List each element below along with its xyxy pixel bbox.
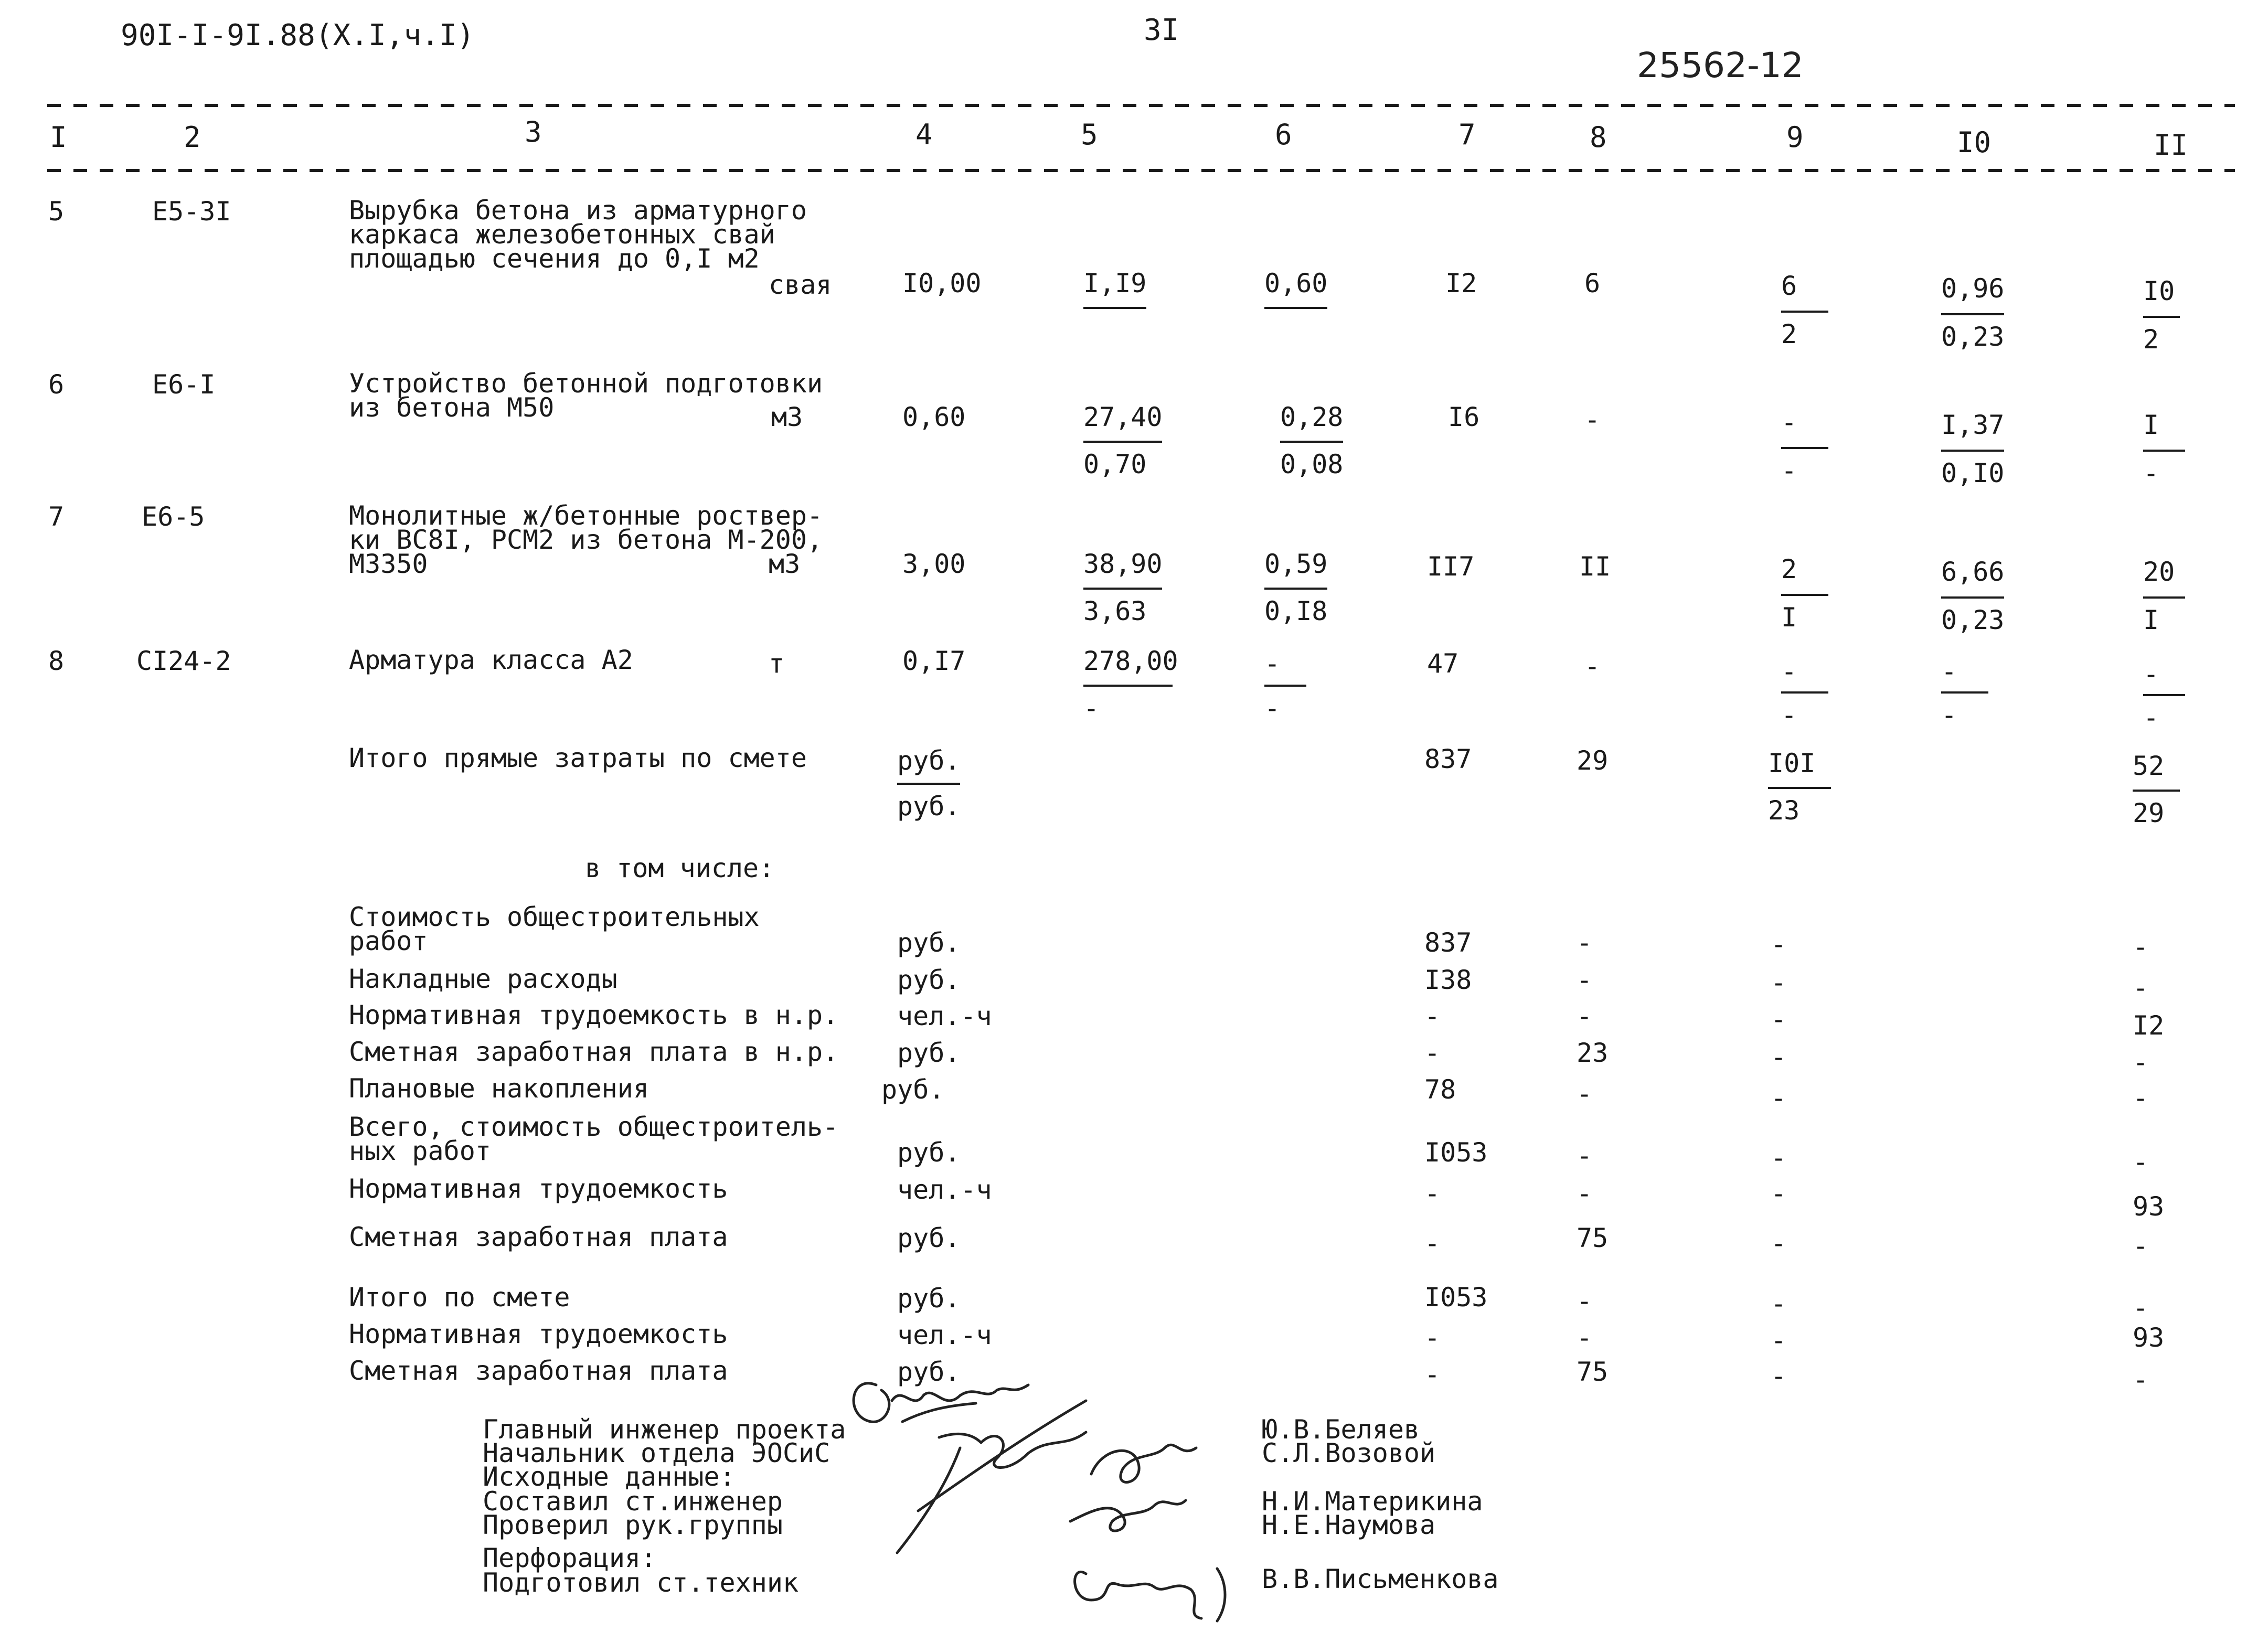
value-bottom: 2 — [1781, 319, 1797, 349]
summary-label: Нормативная трудоемкость — [349, 1319, 728, 1349]
summary-label: Итого по смете — [349, 1282, 570, 1313]
total-cost: I6 — [1448, 402, 1480, 432]
column-header: 4 — [915, 118, 933, 151]
value: - — [1577, 965, 1593, 995]
value-bottom: 0,23 — [1941, 605, 2005, 635]
value-bottom: 0,I0 — [1941, 458, 2005, 488]
value-bottom: I — [2143, 605, 2159, 635]
value: - — [2133, 1147, 2149, 1177]
total-cost: 47 — [1427, 648, 1459, 679]
quantity: 0,I7 — [902, 646, 966, 676]
unit: м3 — [769, 549, 801, 579]
value-bottom: - — [1781, 700, 1797, 730]
summary-label: Сметная заработная плата — [349, 1356, 728, 1386]
value: - — [1424, 1359, 1441, 1390]
unit: руб. — [897, 1283, 961, 1314]
unit: свая — [769, 270, 832, 300]
row-number: 6 — [48, 369, 65, 400]
stamp-number: 25562-12 — [1637, 45, 1804, 86]
column-header: 8 — [1590, 121, 1607, 154]
quantity: 3,00 — [902, 549, 966, 579]
value-bottom: - — [2143, 702, 2159, 733]
value-top: 20 — [2143, 557, 2175, 587]
value-top: I0 — [2143, 276, 2175, 306]
value: - — [1424, 1323, 1441, 1353]
work-description: Вырубка бетона из арматурного каркаса железобетонных свай площадью сечения до 0,I м2 — [349, 195, 807, 274]
unit-wage-bottom: 0,I8 — [1264, 596, 1328, 626]
unit-wage-bottom: 0,08 — [1280, 449, 1344, 479]
value-bottom: I — [1781, 602, 1797, 633]
column-header: II — [2154, 129, 2188, 162]
unit: чел.-ч — [897, 1001, 992, 1031]
column-header: 7 — [1458, 118, 1476, 151]
column-header: 6 — [1275, 118, 1292, 151]
value-top: 6 — [1781, 271, 1797, 301]
signatory-role: Перфорация: — [483, 1543, 657, 1573]
unit: руб. — [897, 1223, 961, 1253]
value: - — [1577, 1079, 1593, 1109]
value: 93 — [2133, 1191, 2165, 1222]
value-bottom: - — [1941, 700, 1957, 730]
unit: чел.-ч — [897, 1175, 992, 1205]
summary-label: Всего, стоимость общестроитель- ных работ — [349, 1112, 839, 1166]
value: - — [2133, 973, 2149, 1003]
unit-wage: 0,60 — [1264, 268, 1328, 298]
value: - — [2133, 1047, 2149, 1078]
page-number: 3I — [1144, 13, 1179, 47]
total-wage: - — [1584, 651, 1601, 681]
value: I2 — [2133, 1010, 2165, 1041]
value-top: 52 — [2133, 751, 2165, 781]
value: - — [1577, 927, 1593, 958]
norm-code: Е6-I — [152, 369, 216, 400]
value-bottom: - — [2143, 458, 2159, 488]
document-code: 90I-I-9I.88(X.I,ч.I) — [121, 18, 475, 52]
value: - — [1771, 929, 1787, 959]
unit: руб. — [897, 927, 961, 958]
unit-wage: - — [1264, 648, 1281, 679]
value: - — [1424, 1178, 1441, 1209]
unit-cost: 27,40 — [1083, 402, 1163, 432]
value: - — [2133, 932, 2149, 962]
value: - — [2133, 1083, 2149, 1113]
signatory-role: Проверил рук.группы — [483, 1510, 783, 1540]
value: I053 — [1424, 1282, 1488, 1313]
unit: руб. — [897, 1357, 961, 1387]
unit: руб. — [897, 965, 961, 995]
unit-wage-bottom: - — [1264, 693, 1281, 723]
value: 75 — [1577, 1223, 1609, 1253]
unit-cost: 278,00 — [1083, 646, 1178, 676]
value-top: - — [2143, 659, 2159, 689]
value: - — [1424, 1228, 1441, 1259]
unit: м3 — [771, 402, 803, 432]
unit-wage: 0,28 — [1280, 402, 1344, 432]
value: - — [2133, 1231, 2149, 1261]
summary-label: Нормативная трудоемкость в н.р. — [349, 1000, 839, 1030]
unit-cost: 38,90 — [1083, 549, 1163, 579]
column-header: 3 — [525, 115, 542, 148]
summary-label: Накладные расходы — [349, 964, 617, 994]
unit: т — [769, 648, 785, 679]
value: - — [1771, 1228, 1787, 1259]
value-bottom: 23 — [1768, 795, 1800, 826]
unit: чел.-ч — [897, 1320, 992, 1350]
work-description: Арматура класса А2 — [349, 645, 633, 675]
value-top: 6,66 — [1941, 557, 2005, 587]
totals-label: Итого прямые затраты по смете — [349, 743, 807, 773]
value: - — [1771, 1178, 1787, 1209]
unit-wage: 0,59 — [1264, 549, 1328, 579]
quantity: 0,60 — [902, 402, 966, 432]
total-wage: 6 — [1584, 268, 1601, 298]
column-header: 2 — [184, 121, 201, 154]
unit-cost: I,I9 — [1083, 268, 1147, 298]
value: - — [1577, 1140, 1593, 1171]
signatory-role: Исходные данные: — [483, 1462, 736, 1492]
unit-cost-wage: 0,70 — [1083, 449, 1147, 479]
value: - — [1771, 1143, 1787, 1173]
unit-cost-wage: 3,63 — [1083, 596, 1147, 626]
row-number: 5 — [48, 196, 65, 227]
value-top: I0I — [1768, 748, 1816, 779]
value: - — [1771, 967, 1787, 998]
value: - — [1577, 1323, 1593, 1353]
value-bottom: 29 — [2133, 798, 2165, 828]
value: - — [1577, 1286, 1593, 1316]
quantity: I0,00 — [902, 268, 982, 298]
value: 23 — [1577, 1038, 1609, 1068]
signatory-name: Н.Е.Наумова — [1262, 1510, 1436, 1540]
total-wage: II — [1579, 551, 1611, 582]
unit: руб. — [897, 791, 961, 822]
total-cost: 837 — [1424, 744, 1472, 774]
signatory-name: Ю.В.Беляев — [1262, 1414, 1420, 1445]
value-top: - — [1781, 407, 1797, 438]
signatory-name: С.Л.Возовой — [1262, 1438, 1436, 1468]
value-bottom: - — [1781, 455, 1797, 486]
norm-code: Е6-5 — [142, 502, 205, 532]
value-top: - — [1941, 656, 1957, 687]
summary-label: Сметная заработная плата — [349, 1222, 728, 1252]
value-bottom: 2 — [2143, 324, 2159, 355]
value: - — [1771, 1042, 1787, 1072]
column-header: 5 — [1081, 118, 1098, 151]
signatory-name: В.В.Письменкова — [1262, 1564, 1499, 1594]
summary-label: Плановые накопления — [349, 1073, 649, 1104]
value: - — [2133, 1364, 2149, 1395]
value: - — [1424, 1001, 1441, 1031]
value: - — [2133, 1293, 2149, 1323]
signatory-name: Н.И.Материкина — [1262, 1486, 1483, 1517]
work-description: Устройство бетонной подготовки из бетона М50 — [349, 368, 823, 423]
work-description: Монолитные ж/бетонные роствер- ки ВС8I, РСМ2 из бетона М-200, МЗ350 — [349, 500, 823, 579]
value: - — [1771, 1083, 1787, 1113]
column-header: I0 — [1957, 126, 1992, 159]
value: 837 — [1424, 927, 1472, 958]
value-top: I,37 — [1941, 410, 2005, 440]
value: 78 — [1424, 1074, 1456, 1105]
value: I38 — [1424, 965, 1472, 995]
column-header: I — [50, 121, 67, 154]
column-header: 9 — [1786, 121, 1804, 154]
norm-code: Е5-3I — [152, 196, 231, 227]
summary-label: Нормативная трудоемкость — [349, 1174, 728, 1204]
norm-code: СI24-2 — [136, 646, 231, 676]
signatory-role: Составил ст.инженер — [483, 1486, 783, 1517]
value-top: 2 — [1781, 554, 1797, 584]
total-wage: 29 — [1577, 745, 1609, 776]
value-top: - — [1781, 656, 1797, 687]
unit: руб. — [881, 1074, 945, 1105]
unit: руб. — [897, 745, 961, 776]
value: - — [1771, 1288, 1787, 1319]
signatory-role: Начальник отдела ЭОСиС — [483, 1438, 830, 1468]
value-top: I — [2143, 410, 2159, 440]
total-cost: I2 — [1445, 268, 1477, 298]
row-number: 7 — [48, 502, 65, 532]
total-wage: - — [1584, 404, 1601, 435]
value: I053 — [1424, 1137, 1488, 1168]
handwritten-signatures — [839, 1353, 1249, 1626]
including-label: в том числе: — [585, 853, 775, 883]
row-number: 8 — [48, 646, 65, 676]
summary-label: Сметная заработная плата в н.р. — [349, 1037, 839, 1067]
unit: руб. — [897, 1038, 961, 1068]
value: - — [1577, 1001, 1593, 1031]
value: - — [1424, 1038, 1441, 1068]
signatory-role: Главный инженер проекта — [483, 1414, 846, 1445]
value: - — [1771, 1325, 1787, 1356]
signatory-role: Подготовил ст.техник — [483, 1568, 799, 1598]
header-top-rule — [47, 104, 2235, 107]
value-top: 0,96 — [1941, 273, 2005, 304]
value: 93 — [2133, 1323, 2165, 1353]
unit: руб. — [897, 1137, 961, 1168]
value: - — [1771, 1004, 1787, 1035]
value: - — [1577, 1178, 1593, 1209]
total-cost: II7 — [1427, 551, 1475, 582]
value: 75 — [1577, 1357, 1609, 1387]
summary-label: Стоимость общестроительных работ — [349, 902, 760, 956]
header-bottom-rule — [47, 169, 2235, 172]
value-bottom: 0,23 — [1941, 322, 2005, 352]
value: - — [1771, 1361, 1787, 1391]
unit-cost-wage: - — [1083, 693, 1100, 723]
